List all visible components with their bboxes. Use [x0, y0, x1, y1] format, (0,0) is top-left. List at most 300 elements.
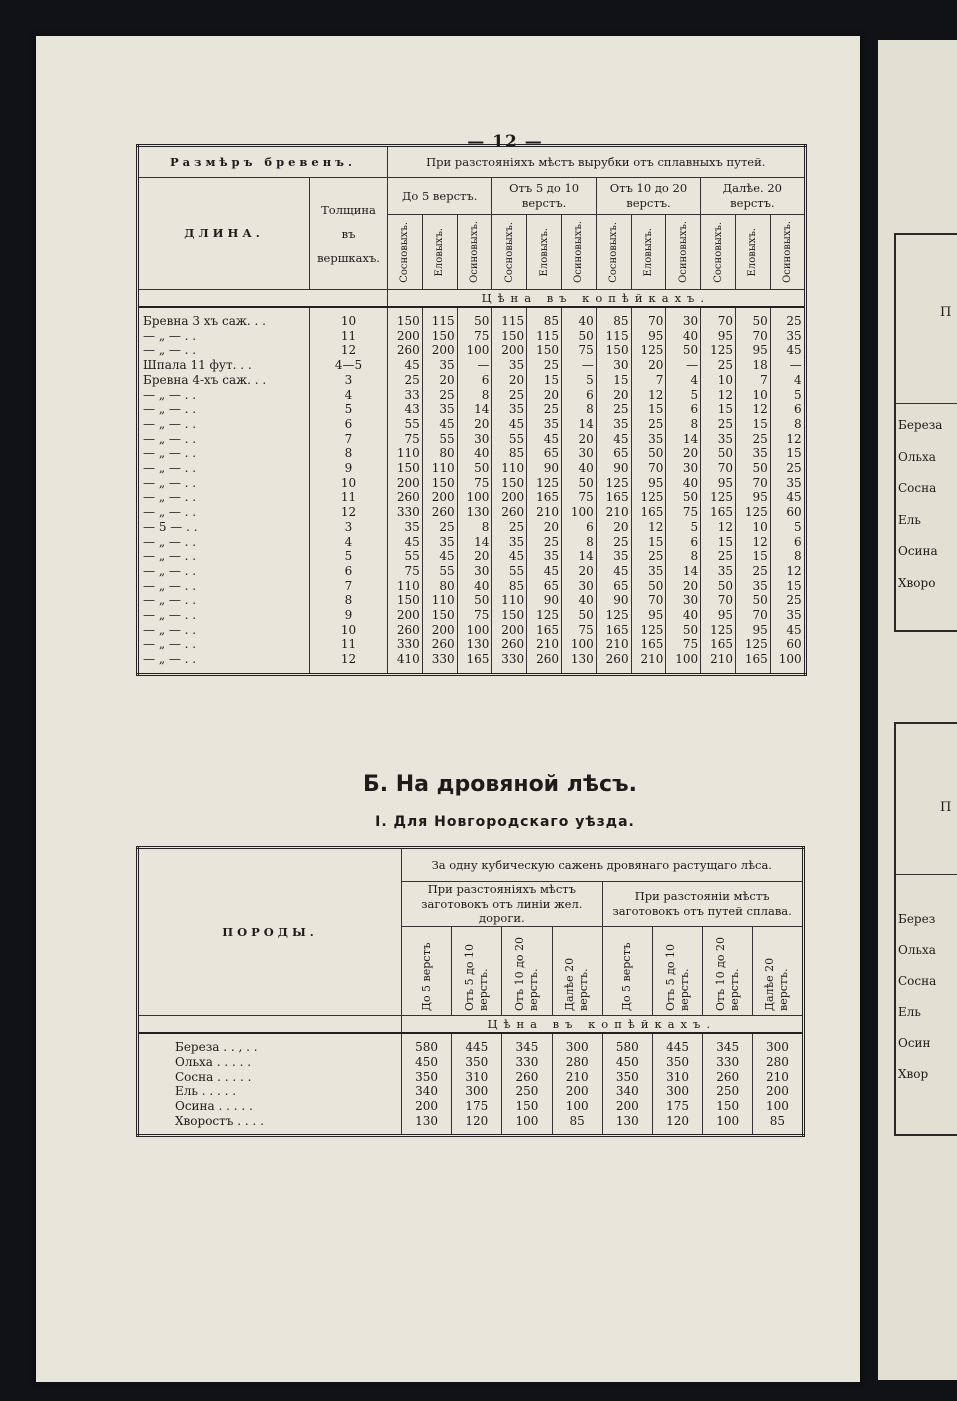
price-cell: 200	[388, 608, 423, 623]
table-row	[138, 549, 806, 564]
price-label-2: Цѣна въ копѣйкахъ.	[402, 1016, 804, 1034]
price-cell: 70	[735, 608, 770, 623]
price-cell: 350	[652, 1055, 702, 1070]
price-cell: 5	[666, 388, 701, 403]
price-cell: 15	[701, 402, 736, 417]
table-row	[138, 652, 806, 667]
species-header: Осиновыхъ.	[666, 215, 701, 290]
price-cell: —	[457, 358, 492, 373]
price-cell: 95	[735, 623, 770, 638]
price-cell: 70	[735, 476, 770, 491]
price-cell: 75	[666, 637, 701, 652]
price-cell: 12	[770, 432, 805, 447]
price-cell: 14	[666, 564, 701, 579]
price-cell: 5	[770, 520, 805, 535]
row-name: — „ — . .	[143, 328, 197, 343]
price-cell: —	[561, 358, 596, 373]
price-cell: 80	[422, 579, 457, 594]
row-name: — „ — . .	[143, 637, 197, 652]
price-cell: 330	[703, 1055, 753, 1070]
price-cell: 95	[735, 490, 770, 505]
row-name: — „ — . .	[143, 549, 197, 564]
price-cell: 14	[457, 402, 492, 417]
price-cell: 125	[596, 476, 631, 491]
row-name: — „ — . .	[143, 343, 197, 358]
price-cell: 25	[527, 358, 562, 373]
price-cell: 260	[492, 637, 527, 652]
distance-subheader: До 5 верстъ	[602, 927, 652, 1016]
price-cell: 40	[457, 446, 492, 461]
price-cell: 45	[492, 549, 527, 564]
price-cell: 260	[703, 1070, 753, 1085]
row-name: — „ — . .	[143, 387, 197, 402]
row-thickness: 5	[310, 549, 388, 564]
price-cell: 20	[457, 549, 492, 564]
price-cell: 50	[666, 623, 701, 638]
adjacent-table-top	[894, 233, 957, 632]
price-cell: 410	[388, 652, 423, 667]
price-cell: 100	[561, 637, 596, 652]
price-cell: 55	[492, 564, 527, 579]
price-cell: 12	[631, 520, 666, 535]
row-thickness: 5	[310, 402, 388, 417]
breed-name: Ель . . . . .	[175, 1084, 237, 1099]
price-cell: 125	[701, 343, 736, 358]
price-cell: 70	[631, 593, 666, 608]
table-row	[138, 343, 806, 358]
price-cell: 110	[388, 579, 423, 594]
price-cell: 15	[770, 446, 805, 461]
price-cell: 85	[552, 1114, 602, 1129]
price-cell: 75	[561, 623, 596, 638]
price-cell: 165	[701, 505, 736, 520]
price-cell: 150	[388, 314, 423, 329]
price-cell: 150	[388, 593, 423, 608]
price-cell: 20	[492, 373, 527, 388]
price-cell: 130	[561, 652, 596, 667]
price-cell: 450	[602, 1055, 652, 1070]
row-name: — „ — . .	[143, 490, 197, 505]
price-cell: 95	[631, 608, 666, 623]
price-cell: 210	[527, 505, 562, 520]
price-cell: 95	[701, 329, 736, 344]
price-cell: 100	[457, 343, 492, 358]
price-cell: 25	[422, 388, 457, 403]
price-cell: 30	[666, 461, 701, 476]
price-cell: 18	[735, 358, 770, 373]
price-cell: 150	[527, 343, 562, 358]
price-cell: 260	[422, 505, 457, 520]
price-cell: 50	[457, 461, 492, 476]
price-cell: 50	[701, 579, 736, 594]
group-3: Далѣе. 20 верстъ.	[701, 178, 805, 215]
price-cell: 200	[422, 490, 457, 505]
price-cell: —	[770, 358, 805, 373]
header-distance: При разстояніяхъ мѣстъ вырубки отъ сплавныхъ путей.	[388, 146, 806, 178]
adjacent-word: Ольха	[898, 449, 936, 464]
header-size: Размѣръ бревенъ.	[138, 146, 388, 178]
price-cell: 95	[735, 343, 770, 358]
distance-subheader: Далѣе 20 верстъ.	[552, 927, 602, 1016]
price-cell: 165	[527, 490, 562, 505]
price-cell: 35	[492, 535, 527, 550]
price-cell: —	[666, 358, 701, 373]
price-cell: 580	[602, 1040, 652, 1055]
distance-subheader: Отъ 5 до 10 верстъ.	[452, 927, 502, 1016]
row-name: Бревна 4-хъ саж. . .	[143, 372, 267, 387]
price-cell: 210	[596, 637, 631, 652]
table-row	[138, 1040, 804, 1055]
price-cell: 40	[666, 608, 701, 623]
species-header: Сосновыхъ.	[701, 215, 736, 290]
price-cell: 110	[422, 461, 457, 476]
price-cell: 345	[703, 1040, 753, 1055]
price-cell: 35	[701, 432, 736, 447]
adjacent-letter-2: П	[940, 800, 952, 815]
price-cell: 12	[701, 520, 736, 535]
price-cell: 55	[388, 417, 423, 432]
distance-subheader: Отъ 10 до 20 верстъ.	[703, 927, 753, 1016]
price-cell: 10	[735, 520, 770, 535]
price-cell: 45	[596, 432, 631, 447]
price-cell: 25	[770, 461, 805, 476]
table-row	[138, 623, 806, 638]
price-cell: 50	[735, 314, 770, 329]
price-cell: 15	[631, 402, 666, 417]
price-cell: 260	[492, 505, 527, 520]
table-row	[138, 505, 806, 520]
table-row	[138, 314, 806, 329]
price-cell: 100	[552, 1099, 602, 1114]
price-cell: 20	[596, 388, 631, 403]
table-row	[138, 1084, 804, 1099]
row-thickness: 12	[310, 505, 388, 520]
row-name: — „ — . .	[143, 534, 197, 549]
header-float: При разстояніи мѣстъ заготовокъ отъ путей сплава.	[602, 882, 803, 927]
price-cell: 260	[527, 652, 562, 667]
price-cell: 165	[457, 652, 492, 667]
table-row	[138, 1114, 804, 1129]
table-row	[138, 564, 806, 579]
adjacent-letter: П	[940, 305, 952, 320]
table-row	[138, 520, 806, 535]
row-thickness: 9	[310, 608, 388, 623]
price-cell: 35	[492, 402, 527, 417]
price-cell: 70	[631, 314, 666, 329]
row-name: — „ — . .	[143, 461, 197, 476]
price-cell: 20	[561, 564, 596, 579]
header-length: ДЛИНА.	[138, 178, 310, 290]
price-cell: 150	[596, 343, 631, 358]
price-cell: 100	[666, 652, 701, 667]
price-cell: 70	[631, 461, 666, 476]
price-cell: 120	[652, 1114, 702, 1129]
price-cell: 125	[701, 623, 736, 638]
price-cell: 260	[388, 623, 423, 638]
species-header: Осиновыхъ.	[770, 215, 805, 290]
row-name: Бревна 3 хъ саж. . .	[143, 314, 266, 328]
price-cell: 75	[457, 329, 492, 344]
price-cell: 5	[666, 520, 701, 535]
price-cell: 50	[666, 343, 701, 358]
price-cell: 20	[422, 373, 457, 388]
row-name: — „ — . .	[143, 563, 197, 578]
species-header: Еловыхъ.	[631, 215, 666, 290]
price-cell: 130	[457, 505, 492, 520]
price-cell: 70	[701, 314, 736, 329]
section-title: Б. На дровяной лѣсъ.	[362, 772, 637, 797]
price-cell: 100	[457, 623, 492, 638]
price-cell: 25	[631, 549, 666, 564]
price-cell: 50	[457, 593, 492, 608]
price-cell: 95	[701, 476, 736, 491]
price-cell: 35	[770, 329, 805, 344]
price-cell: 35	[596, 417, 631, 432]
price-cell: 130	[602, 1114, 652, 1129]
price-cell: 35	[631, 564, 666, 579]
price-cell: 50	[735, 593, 770, 608]
price-cell: 95	[701, 608, 736, 623]
price-cell: 25	[701, 358, 736, 373]
price-cell: 35	[422, 402, 457, 417]
price-cell: 75	[561, 343, 596, 358]
row-thickness: 11	[310, 490, 388, 505]
price-cell: 25	[735, 564, 770, 579]
row-name: — „ — . .	[143, 446, 197, 461]
price-cell: 45	[527, 432, 562, 447]
price-cell: 100	[703, 1114, 753, 1129]
price-cell: 125	[631, 490, 666, 505]
price-cell: 75	[388, 564, 423, 579]
price-cell: 100	[457, 490, 492, 505]
table-row	[138, 476, 806, 491]
adjacent-page	[878, 40, 957, 1380]
price-cell: 30	[561, 446, 596, 461]
price-cell: 125	[631, 343, 666, 358]
price-cell: 15	[527, 373, 562, 388]
price-cell: 50	[457, 314, 492, 329]
price-cell: 35	[770, 476, 805, 491]
price-cell: 35	[527, 549, 562, 564]
price-cell: 165	[631, 505, 666, 520]
row-name: — „ — . .	[143, 593, 197, 608]
price-cell: 25	[701, 549, 736, 564]
price-cell: 90	[527, 461, 562, 476]
distance-subheader: Отъ 5 до 10 верстъ.	[652, 927, 702, 1016]
row-thickness: 12	[310, 343, 388, 358]
price-cell: 250	[703, 1084, 753, 1099]
price-cell: 300	[552, 1040, 602, 1055]
row-name: — „ — . .	[143, 578, 197, 593]
header-top: За одну кубическую сажень дровянаго растущаго лѣса.	[402, 848, 804, 882]
group-1: Отъ 5 до 10 верстъ.	[492, 178, 596, 215]
price-cell: 6	[770, 402, 805, 417]
price-cell: 175	[452, 1099, 502, 1114]
price-cell: 20	[457, 417, 492, 432]
row-name: — „ — . .	[143, 431, 197, 446]
table-row	[138, 329, 806, 344]
price-cell: 110	[388, 446, 423, 461]
row-thickness: 4—5	[310, 358, 388, 373]
row-thickness: 8	[310, 593, 388, 608]
adjacent-word: Сосна	[898, 481, 937, 495]
price-cell: 125	[527, 608, 562, 623]
price-cell: 25	[422, 520, 457, 535]
price-cell: 115	[527, 329, 562, 344]
price-cell: 150	[422, 476, 457, 491]
row-thickness: 7	[310, 579, 388, 594]
price-cell: 330	[492, 652, 527, 667]
table-row	[138, 461, 806, 476]
price-cell: 8	[561, 402, 596, 417]
price-cell: 4	[770, 373, 805, 388]
price-cell: 8	[770, 417, 805, 432]
price-cell: 350	[402, 1070, 452, 1085]
table-row	[138, 579, 806, 594]
price-cell: 40	[666, 329, 701, 344]
price-cell: 5	[561, 373, 596, 388]
price-cell: 8	[457, 388, 492, 403]
price-cell: 210	[701, 652, 736, 667]
table-row	[138, 373, 806, 388]
table-row	[138, 1099, 804, 1114]
price-cell: 7	[631, 373, 666, 388]
price-cell: 200	[602, 1099, 652, 1114]
row-thickness: 3	[310, 520, 388, 535]
price-cell: 150	[422, 608, 457, 623]
price-cell: 20	[666, 579, 701, 594]
price-cell: 450	[402, 1055, 452, 1070]
distance-subheader: Отъ 10 до 20 верстъ.	[502, 927, 552, 1016]
price-cell: 25	[596, 402, 631, 417]
price-cell: 6	[666, 535, 701, 550]
price-cell: 65	[596, 446, 631, 461]
price-cell: 150	[492, 329, 527, 344]
price-cell: 90	[596, 461, 631, 476]
price-cell: 165	[735, 652, 770, 667]
price-cell: 8	[561, 535, 596, 550]
price-cell: 65	[527, 446, 562, 461]
table-row	[138, 535, 806, 550]
header-rail: При разстояніяхъ мѣстъ заготовокъ отъ линіи жел. дороги.	[402, 882, 603, 927]
price-cell: 20	[527, 388, 562, 403]
price-cell: 35	[527, 417, 562, 432]
price-cell: 115	[422, 314, 457, 329]
price-cell: 115	[492, 314, 527, 329]
price-cell: 85	[596, 314, 631, 329]
header-breeds: ПОРОДЫ.	[138, 848, 402, 1016]
price-cell: 130	[402, 1114, 452, 1129]
row-thickness: 8	[310, 446, 388, 461]
price-cell: 15	[596, 373, 631, 388]
price-cell: 115	[596, 329, 631, 344]
price-cell: 25	[770, 593, 805, 608]
price-cell: 55	[422, 432, 457, 447]
price-cell: 70	[701, 461, 736, 476]
row-thickness: 10	[310, 476, 388, 491]
price-cell: 25	[527, 402, 562, 417]
price-cell: 8	[666, 549, 701, 564]
adjacent-word: Береза	[898, 418, 943, 432]
price-cell: 35	[631, 432, 666, 447]
price-cell: 55	[422, 564, 457, 579]
price-cell: 345	[502, 1040, 552, 1055]
price-cell: 30	[666, 593, 701, 608]
price-cell: 50	[561, 476, 596, 491]
price-cell: 45	[388, 535, 423, 550]
adjacent-word: Ель	[898, 512, 921, 527]
species-header: Еловыхъ.	[422, 215, 457, 290]
price-cell: 260	[502, 1070, 552, 1085]
breed-name: Сосна . . . . .	[175, 1069, 252, 1084]
row-thickness: 10	[310, 623, 388, 638]
price-cell: 260	[388, 343, 423, 358]
adjacent-word: Хворо	[898, 575, 936, 590]
table-row	[138, 432, 806, 447]
price-cell: 200	[402, 1099, 452, 1114]
price-cell: 310	[452, 1070, 502, 1085]
price-cell: 150	[422, 329, 457, 344]
price-cell: 125	[735, 505, 770, 520]
price-cell: 260	[388, 490, 423, 505]
price-cell: 45	[770, 490, 805, 505]
row-thickness: 4	[310, 535, 388, 550]
group-2: Отъ 10 до 20 верстъ.	[596, 178, 700, 215]
price-cell: 110	[492, 461, 527, 476]
table-row	[138, 446, 806, 461]
price-cell: 300	[652, 1084, 702, 1099]
species-header: Осиновыхъ.	[457, 215, 492, 290]
price-cell: 445	[652, 1040, 702, 1055]
price-cell: 50	[735, 461, 770, 476]
price-cell: 125	[596, 608, 631, 623]
row-thickness: 4	[310, 388, 388, 403]
price-cell: 35	[701, 564, 736, 579]
price-cell: 165	[527, 623, 562, 638]
species-header: Сосновыхъ.	[492, 215, 527, 290]
price-cell: 150	[502, 1099, 552, 1114]
table-row	[138, 402, 806, 417]
row-thickness: 11	[310, 329, 388, 344]
adjacent-word: Хвор	[898, 1067, 929, 1081]
breed-name: Осина . . . . .	[175, 1098, 253, 1113]
price-cell: 25	[527, 535, 562, 550]
group-0: До 5 верстъ.	[388, 178, 492, 215]
price-cell: 6	[666, 402, 701, 417]
price-cell: 50	[701, 446, 736, 461]
price-cell: 35	[422, 535, 457, 550]
price-cell: 80	[422, 446, 457, 461]
firewood-price-table	[136, 846, 805, 1137]
distance-subheader: До 5 верстъ	[402, 927, 452, 1016]
price-cell: 165	[596, 623, 631, 638]
price-cell: 12	[701, 388, 736, 403]
price-cell: 45	[422, 417, 457, 432]
price-cell: 20	[527, 520, 562, 535]
row-name: — „ — . .	[143, 402, 197, 417]
price-cell: 25	[735, 432, 770, 447]
row-thickness: 7	[310, 432, 388, 447]
row-name: Шпала 11 фут. . .	[143, 358, 252, 373]
price-cell: 210	[631, 652, 666, 667]
price-cell: 35	[735, 446, 770, 461]
price-cell: 30	[457, 564, 492, 579]
price-cell: 250	[502, 1084, 552, 1099]
price-cell: 25	[388, 373, 423, 388]
price-cell: 15	[735, 549, 770, 564]
price-cell: 150	[703, 1099, 753, 1114]
price-cell: 12	[770, 564, 805, 579]
